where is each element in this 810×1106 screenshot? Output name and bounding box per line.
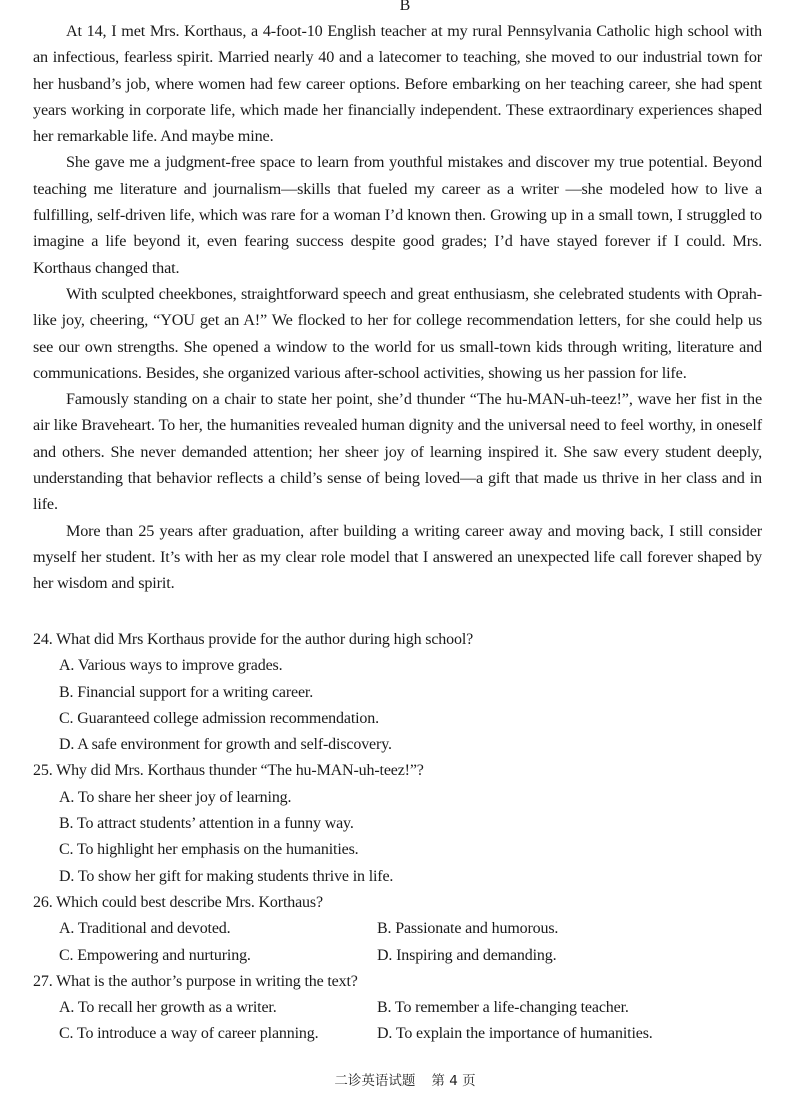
passage-paragraph-4: Famously standing on a chair to state her point, she’d thunder “The hu-MAN-uh-teez!”, wave her fist in the air like Braveheart. To her, the humanities revealed human dignity and the universal need to feel worthy, in oneself and others. She never demanded attention; her sheer joy of learning inspired it. She saw every student deeply, understanding that behavior reflects a child’s sense of being loved—a gift that made us thrive in her class and in life. [33,390,762,514]
question-27 [33,969,773,1048]
question-stem: 25. Why did Mrs. Korthaus thunder “The hu-MAN-uh-teez!”? [33,762,424,780]
option-b: B. To remember a life-changing teacher. [377,999,629,1017]
option-b: B. Passionate and humorous. [377,920,559,938]
option-a: A. Traditional and devoted. [59,920,231,938]
option-row [59,943,773,969]
option-d: D. Inspiring and demanding. [377,946,557,964]
question-list [33,627,773,1048]
option-c: C. Empowering and nurturing. [59,946,251,964]
question-stem: 26. Which could best describe Mrs. Korthaus? [33,893,323,911]
option-a: A. To share her sheer joy of learning. [59,788,292,806]
section-heading: B [399,0,411,14]
question-26 [33,890,773,969]
option-row [59,916,773,942]
question-stem: 27. What is the author’s purpose in writing the text? [33,972,358,990]
option-c: C. Guaranteed college admission recommendation. [59,709,379,727]
option-a: A. Various ways to improve grades. [59,657,283,675]
passage-paragraph-5: More than 25 years after graduation, after building a writing career away and moving back, I still consider myself her student. It’s with her as my clear role model that I answered an unexpected life call forever shaped by her wisdom and spirit. [33,521,762,593]
passage-paragraph-2: She gave me a judgment-free space to learn from youthful mistakes and discover my true potential. Beyond teaching me literature and journalism—skills that fueled my career as a writer —she modeled how to live a fulfilling, self-driven life, which was rare for a woman I’d known then. Growing up in a small town, I struggled to imagine a life beyond it, even fearing success despite good grades; I’d have stayed forever if I could. Mrs. Korthaus changed that. [33,153,762,277]
option-a: A. To recall her growth as a writer. [59,999,277,1017]
option-b: B. To attract students’ attention in a funny way. [59,815,354,833]
reading-passage [33,18,762,597]
question-24 [33,627,773,758]
option-d: D. To explain the importance of humanities. [377,1025,653,1043]
question-25 [33,758,773,889]
option-row [59,995,773,1021]
option-c: C. To introduce a way of career planning. [59,1025,319,1043]
question-stem: 24. What did Mrs Korthaus provide for the author during high school? [33,631,474,648]
option-c: C. To highlight her emphasis on the humanities. [59,841,359,859]
page-number: 第 4 页 [431,1073,476,1089]
passage-paragraph-3: With sculpted cheekbones, straightforward speech and great enthusiasm, she celebrated students with Oprah-like joy, cheering, “YOU get an A!” We flocked to her for college recommendation letters, for she could help us see our own strengths. She opened a window to the world for us small-town kids through writing, literature and communications. Besides, she organized various after-school activities, showing us her passion for life. [33,284,762,382]
option-b: B. Financial support for a writing career. [59,683,314,701]
passage-paragraph-1: At 14, I met Mrs. Korthaus, a 4-foot-10 English teacher at my rural Pennsylvania Catholic high school with an infectious, fearless spirit. Married nearly 40 and a latecomer to teaching, she moved to our industrial town for her husband’s job, where women had few career options. Before embarking on her teaching career, she had spent years working in corporate life, which made her financially independent. These extraordinary experiences shaped her remarkable life. And maybe mine. [33,22,762,146]
page-footer [0,1072,810,1090]
exam-title: 二诊英语试题 [334,1073,416,1089]
option-d: D. A safe environment for growth and self-discovery. [59,736,392,754]
option-row [59,1021,773,1047]
option-d: D. To show her gift for making students thrive in life. [59,867,394,885]
